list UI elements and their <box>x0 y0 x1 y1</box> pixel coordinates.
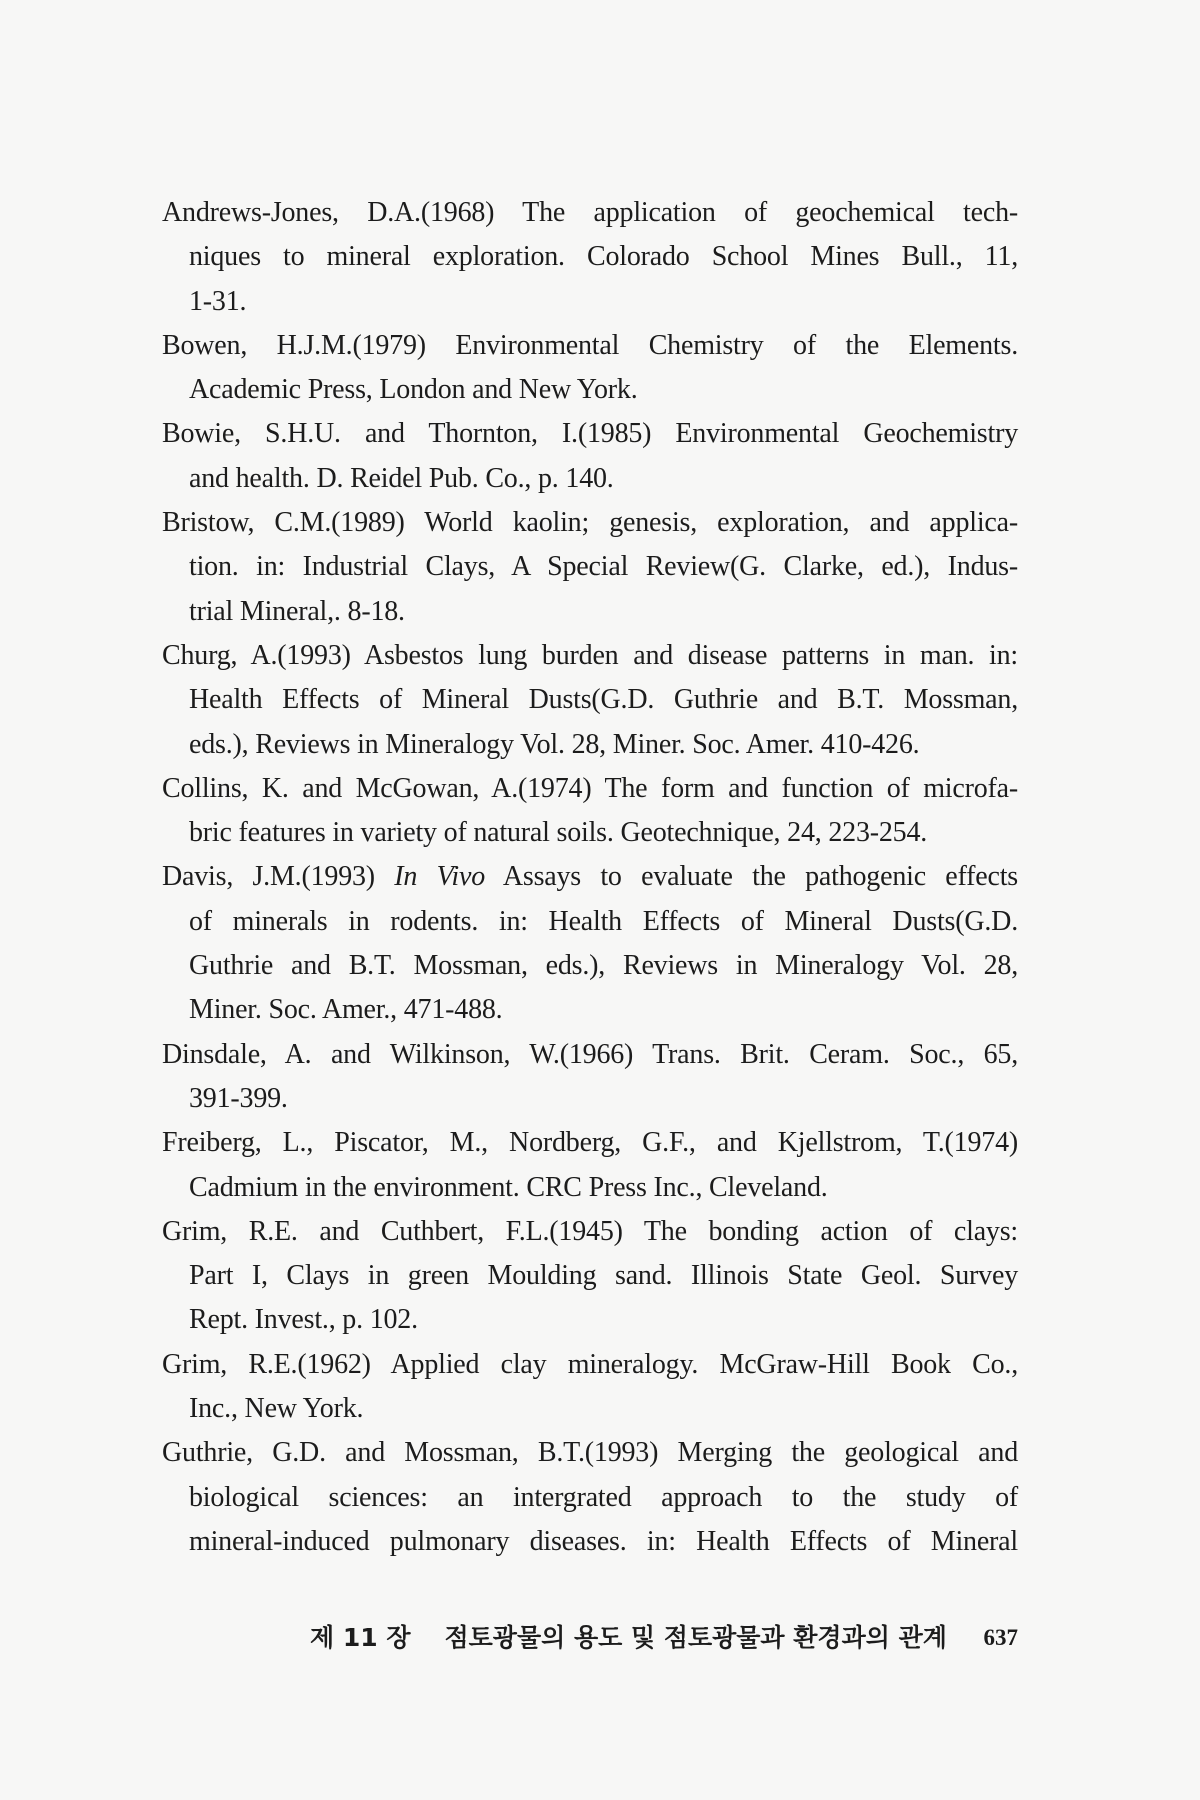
reference-line: eds.), Reviews in Mineralogy Vol. 28, Miner. Soc. Amer. 410-426. <box>189 728 920 760</box>
reference-line: niques to mineral exploration. Colorado School Mines Bull., 11, <box>189 241 1018 273</box>
reference-entry <box>162 1210 1018 1343</box>
reference-line: Freiberg, L., Piscator, M., Nordberg, G.F., and Kjellstrom, T.(1974) <box>162 1127 1018 1159</box>
reference-entry <box>162 1431 1018 1564</box>
reference-line: of minerals in rodents. in: Health Effects of Mineral Dusts(G.D. <box>189 905 1018 937</box>
reference-line: and health. D. Reidel Pub. Co., p. 140. <box>189 462 614 494</box>
chapter-title: 점토광물의 용도 및 점토광물과 환경과의 관계 <box>444 1623 947 1652</box>
reference-line: Dinsdale, A. and Wilkinson, W.(1966) Trans. Brit. Ceram. Soc., 65, <box>162 1038 1018 1070</box>
reference-line: Inc., New York. <box>189 1393 364 1425</box>
reference-line: 1-31. <box>189 285 247 317</box>
reference-list <box>162 191 1018 1564</box>
reference-text: Assays to evaluate the pathogenic effects <box>485 861 1018 893</box>
reference-line: Bowen, H.J.M.(1979) Environmental Chemistry of the Elements. <box>162 329 1018 361</box>
reference-line: tion. in: Industrial Clays, A Special Review(G. Clarke, ed.), Indus- <box>189 551 1018 583</box>
reference-line: mineral-induced pulmonary diseases. in: Health Effects of Mineral <box>189 1525 1018 1557</box>
reference-line: Bowie, S.H.U. and Thornton, I.(1985) Environmental Geochemistry <box>162 418 1018 450</box>
reference-line: Grim, R.E. and Cuthbert, F.L.(1945) The bonding action of clays: <box>162 1215 1018 1247</box>
reference-entry <box>162 1033 1018 1122</box>
reference-line: Bristow, C.M.(1989) World kaolin; genesis, exploration, and applica- <box>162 507 1018 539</box>
reference-line: Part I, Clays in green Moulding sand. Illinois State Geol. Survey <box>189 1260 1018 1292</box>
reference-entry <box>162 1343 1018 1432</box>
reference-line: Guthrie, G.D. and Mossman, B.T.(1993) Merging the geological and <box>162 1437 1018 1469</box>
reference-entry <box>162 191 1018 324</box>
reference-line: Collins, K. and McGowan, A.(1974) The form and function of microfa- <box>162 772 1018 804</box>
reference-line: Grim, R.E.(1962) Applied clay mineralogy. McGraw-Hill Book Co., <box>162 1348 1018 1380</box>
reference-line: Andrews-Jones, D.A.(1968) The application of geochemical tech- <box>162 197 1018 228</box>
page-footer <box>310 1618 1018 1658</box>
reference-entry <box>162 324 1018 413</box>
chapter-label: 제 11 장 <box>310 1623 411 1652</box>
italic-term: In Vivo <box>394 861 486 893</box>
reference-line: Cadmium in the environment. CRC Press Inc., Cleveland. <box>189 1171 828 1203</box>
reference-entry <box>162 767 1018 856</box>
reference-text: Davis, J.M.(1993) <box>162 861 395 893</box>
reference-line <box>162 855 1018 899</box>
reference-line: Guthrie and B.T. Mossman, eds.), Reviews in Mineralogy Vol. 28, <box>189 950 1018 982</box>
reference-line: Churg, A.(1993) Asbestos lung burden and disease patterns in man. in: <box>162 639 1018 671</box>
reference-line: Rept. Invest., p. 102. <box>189 1304 418 1336</box>
reference-entry <box>162 1121 1018 1210</box>
page-number: 637 <box>983 1625 1018 1650</box>
reference-entry <box>162 634 1018 767</box>
reference-line: 391-399. <box>189 1082 288 1114</box>
reference-line: Miner. Soc. Amer., 471-488. <box>189 994 503 1026</box>
reference-entry <box>162 501 1018 634</box>
reference-entry <box>162 855 1018 1032</box>
reference-line: Academic Press, London and New York. <box>189 374 638 406</box>
reference-line: bric features in variety of natural soils. Geotechnique, 24, 223-254. <box>189 817 928 849</box>
reference-line: Health Effects of Mineral Dusts(G.D. Guthrie and B.T. Mossman, <box>189 684 1018 716</box>
reference-line: biological sciences: an intergrated approach to the study of <box>189 1481 1018 1513</box>
reference-line: trial Mineral,. 8-18. <box>189 595 405 627</box>
reference-entry <box>162 412 1018 501</box>
